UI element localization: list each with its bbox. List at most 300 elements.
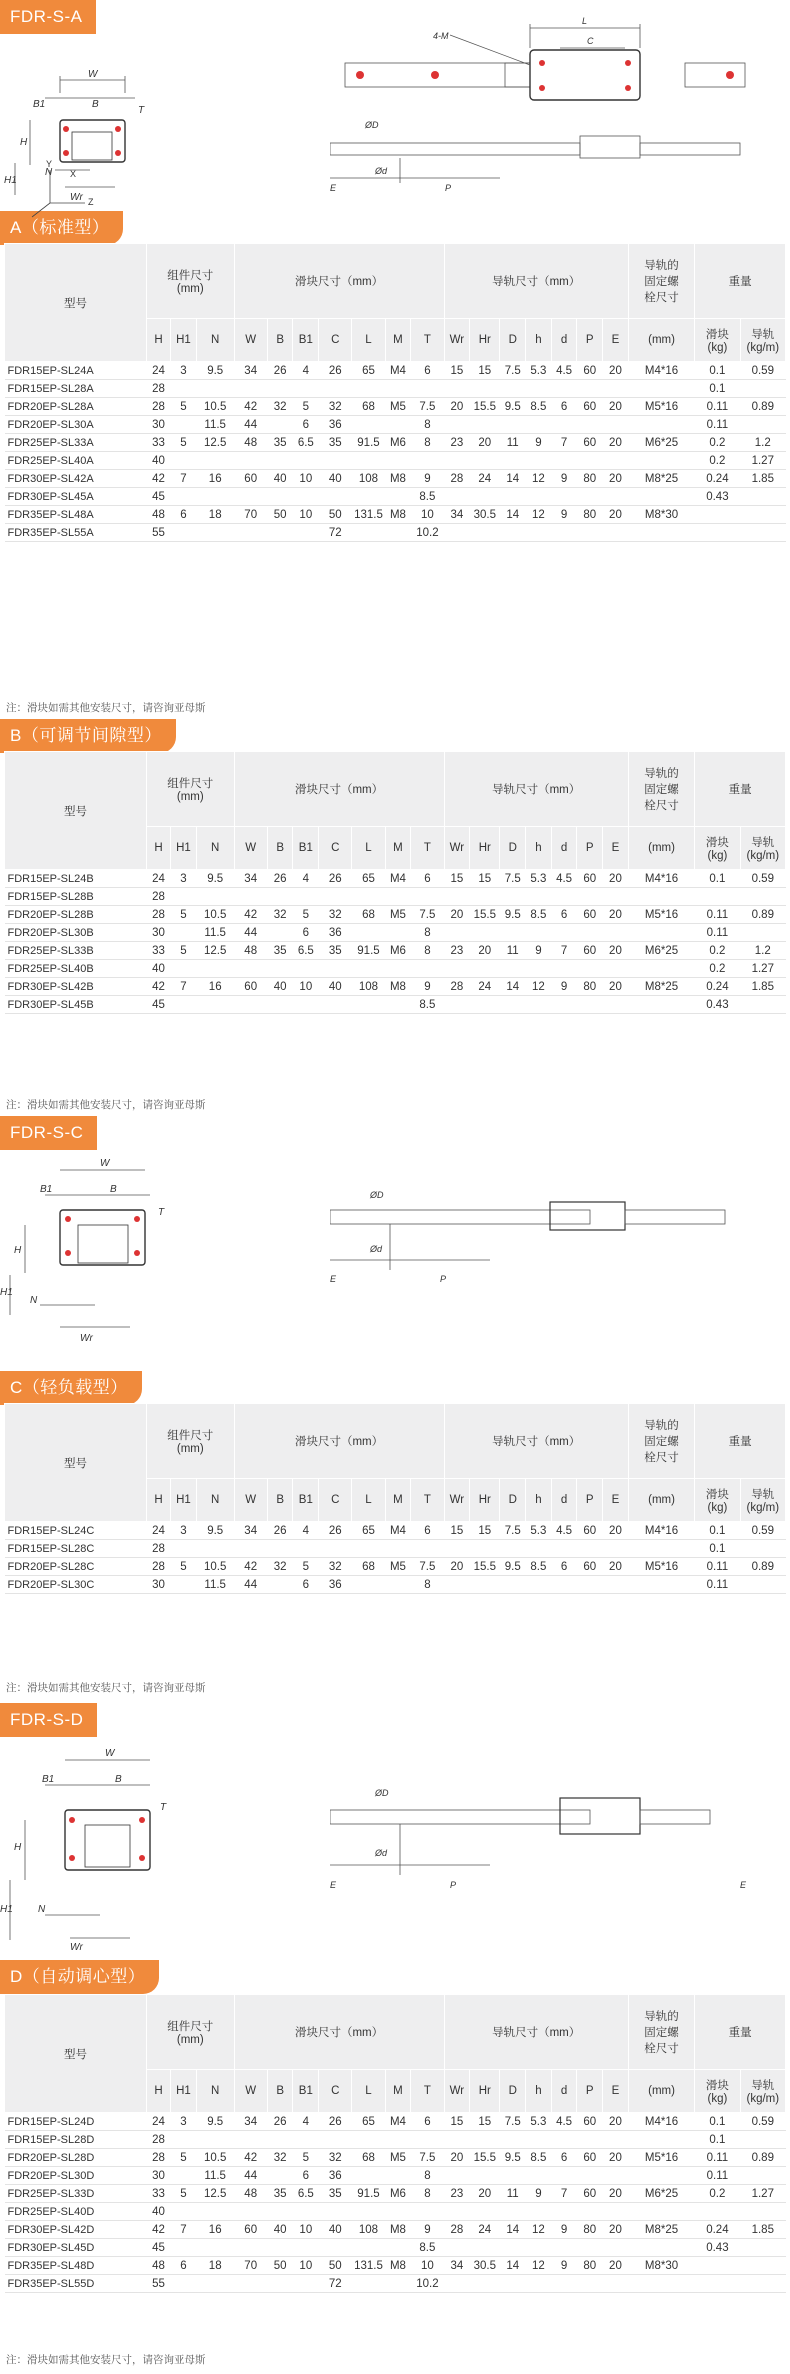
table-cell <box>234 452 267 470</box>
table-cell <box>444 524 470 542</box>
table-cell: 44 <box>234 1576 267 1594</box>
table-cell <box>267 2203 293 2221</box>
table-cell: 72 <box>319 524 352 542</box>
table-row <box>5 434 786 452</box>
table-row <box>5 470 786 488</box>
table-cell: 9.5 <box>196 362 234 380</box>
table-cell: 5 <box>293 1558 319 1576</box>
table-cell <box>444 416 470 434</box>
table-cell: M8 <box>385 978 411 996</box>
table-cell <box>603 2167 629 2185</box>
table-cell: 20 <box>470 942 500 960</box>
table-cell: 0.1 <box>695 2113 740 2131</box>
table-cell: 55 <box>146 524 170 542</box>
table-cell: M4 <box>385 870 411 888</box>
table-cell <box>526 888 552 906</box>
table-cell <box>444 488 470 506</box>
table-cell <box>385 2275 411 2293</box>
table-cell: M5 <box>385 906 411 924</box>
table-cell: 5.3 <box>526 1522 552 1540</box>
table-cell: 60 <box>577 2185 603 2203</box>
header-col: Wr <box>444 2070 470 2113</box>
table-cell: 24 <box>470 2221 500 2239</box>
table-cell <box>293 2203 319 2221</box>
table-cell <box>577 1540 603 1558</box>
table-cell <box>695 506 740 524</box>
table-cell <box>470 888 500 906</box>
table-cell: M6*25 <box>628 942 694 960</box>
table-cell: 24 <box>470 470 500 488</box>
label-p-c: P <box>440 1274 447 1284</box>
table-cell: M8*30 <box>628 2257 694 2275</box>
table-cell <box>319 2203 352 2221</box>
table-cell: 10.2 <box>411 524 444 542</box>
table-cell: 15.5 <box>470 2149 500 2167</box>
table-cell: M4*16 <box>628 870 694 888</box>
table-cell <box>352 2203 385 2221</box>
header-col: h <box>526 319 552 362</box>
table-cell <box>385 2203 411 2221</box>
table-cell: 42 <box>146 470 170 488</box>
table-cell <box>352 524 385 542</box>
header-model: 型号 <box>5 752 147 870</box>
label-b-d: B <box>115 1774 122 1785</box>
table-cell: 11 <box>500 942 526 960</box>
table-cell: M5 <box>385 398 411 416</box>
table-cell <box>470 452 500 470</box>
table-cell <box>267 380 293 398</box>
table-cell: 15 <box>444 2113 470 2131</box>
table-cell <box>500 888 526 906</box>
table-cell <box>444 2239 470 2257</box>
table-cell <box>628 1540 694 1558</box>
table-cell: 8 <box>411 434 444 452</box>
table-cell: 70 <box>234 2257 267 2275</box>
table-row <box>5 870 786 888</box>
table-cell <box>740 2257 785 2275</box>
header-col: M <box>385 2070 411 2113</box>
table-cell: 0.1 <box>695 1522 740 1540</box>
table-cell <box>470 960 500 978</box>
table-cell: 40 <box>267 978 293 996</box>
table-cell: 9 <box>526 2185 552 2203</box>
header-col: T <box>411 2070 444 2113</box>
table-cell <box>385 380 411 398</box>
table-cell <box>577 888 603 906</box>
table-cell: 6 <box>551 2149 577 2167</box>
table-cell: FDR20EP-SL30B <box>5 924 147 942</box>
header-weight: 重量 <box>695 752 786 827</box>
table-cell: FDR15EP-SL24C <box>5 1522 147 1540</box>
table-cell <box>740 996 785 1014</box>
table-cell: 6.5 <box>293 434 319 452</box>
table-cell: 0.11 <box>695 2149 740 2167</box>
table-cell: 10.5 <box>196 1558 234 1576</box>
table-cell <box>352 1576 385 1594</box>
label-b1: B1 <box>33 99 46 110</box>
label-h: H <box>20 137 28 148</box>
header-col: B1 <box>293 319 319 362</box>
table-cell <box>319 452 352 470</box>
table-cell: 60 <box>577 362 603 380</box>
table-cell <box>267 416 293 434</box>
table-cell: 50 <box>319 506 352 524</box>
header-col: D <box>500 1479 526 1522</box>
table-row <box>5 2185 786 2203</box>
table-cell: 10 <box>293 506 319 524</box>
table-cell <box>551 2275 577 2293</box>
table-cell <box>526 452 552 470</box>
table-cell: 40 <box>267 470 293 488</box>
table-cell: 8.5 <box>411 996 444 1014</box>
table-cell <box>551 524 577 542</box>
table-cell: 9 <box>551 506 577 524</box>
header-slider: 滑块尺寸（mm） <box>234 1404 444 1479</box>
table-cell <box>628 960 694 978</box>
header-col: Wr <box>444 319 470 362</box>
table-cell <box>267 2239 293 2257</box>
table-cell: 3 <box>171 2113 197 2131</box>
header-col: (mm) <box>628 1479 694 1522</box>
table-cell: 9.5 <box>500 906 526 924</box>
label-h-d: H <box>14 1842 22 1853</box>
table-cell: FDR15EP-SL28C <box>5 1540 147 1558</box>
table-cell <box>526 488 552 506</box>
table-cell <box>470 416 500 434</box>
table-cell: 48 <box>234 942 267 960</box>
table-cell <box>171 2275 197 2293</box>
table-cell: FDR30EP-SL45B <box>5 996 147 1014</box>
table-cell <box>577 416 603 434</box>
table-cell: 7.5 <box>411 906 444 924</box>
table-cell <box>319 1540 352 1558</box>
table-cell: 20 <box>603 978 629 996</box>
table-cell: 23 <box>444 942 470 960</box>
table-cell <box>577 452 603 470</box>
table-cell: 60 <box>234 2221 267 2239</box>
header-col: C <box>319 827 352 870</box>
table-cell <box>628 996 694 1014</box>
table-cell: 34 <box>444 2257 470 2275</box>
table-cell: 4 <box>293 2113 319 2131</box>
table-cell <box>500 2275 526 2293</box>
table-cell: M6 <box>385 942 411 960</box>
table-cell: 48 <box>146 2257 170 2275</box>
table-cell: 50 <box>267 506 293 524</box>
table-cell <box>385 924 411 942</box>
table-cell: 32 <box>319 906 352 924</box>
table-cell: 24 <box>146 870 170 888</box>
table-cell: 50 <box>319 2257 352 2275</box>
table-cell: 12.5 <box>196 434 234 452</box>
table-cell: 20 <box>444 1558 470 1576</box>
table-cell: 20 <box>603 362 629 380</box>
table-row <box>5 996 786 1014</box>
table-cell <box>740 924 785 942</box>
table-cell: 0.11 <box>695 398 740 416</box>
table-cell: 9 <box>551 978 577 996</box>
axis-label-z: Z <box>88 197 94 207</box>
table-cell: 10 <box>411 2257 444 2275</box>
table-cell <box>444 2203 470 2221</box>
table-cell: 6 <box>551 398 577 416</box>
table-cell <box>628 488 694 506</box>
table-cell <box>526 2131 552 2149</box>
label-wr: Wr <box>70 192 83 203</box>
table-cell <box>577 2167 603 2185</box>
table-cell: 32 <box>267 398 293 416</box>
label-d-large-c: ØD <box>370 1190 384 1200</box>
header-col: T <box>411 319 444 362</box>
table-row <box>5 2203 786 2221</box>
table-cell <box>171 416 197 434</box>
table-cell: 1.27 <box>740 960 785 978</box>
table-cell: 20 <box>603 2221 629 2239</box>
table-cell: 80 <box>577 506 603 524</box>
table-cell <box>444 960 470 978</box>
cross-section-drawing-d <box>0 1740 180 1955</box>
table-cell: M8*25 <box>628 978 694 996</box>
table-cell: 15.5 <box>470 398 500 416</box>
table-row <box>5 2257 786 2275</box>
table-cell: 26 <box>267 2113 293 2131</box>
table-cell: 65 <box>352 870 385 888</box>
table-cell <box>352 996 385 1014</box>
table-cell <box>293 2275 319 2293</box>
table-cell: 3 <box>171 362 197 380</box>
table-cell <box>319 888 352 906</box>
table-cell: 8 <box>411 2185 444 2203</box>
table-cell: FDR15EP-SL24B <box>5 870 147 888</box>
header-weight-rail: 导轨 (kg/m) <box>740 1479 785 1522</box>
table-cell <box>293 452 319 470</box>
header-col: H <box>146 319 170 362</box>
table-cell <box>171 488 197 506</box>
table-cell <box>196 2203 234 2221</box>
table-cell: 9.5 <box>500 398 526 416</box>
table-cell: 0.24 <box>695 470 740 488</box>
table-cell <box>352 416 385 434</box>
table-cell: M8*25 <box>628 2221 694 2239</box>
table-cell <box>740 506 785 524</box>
label-e: E <box>330 183 337 193</box>
label-n: N <box>45 167 53 178</box>
header-col: P <box>577 2070 603 2113</box>
table-cell: 10 <box>411 506 444 524</box>
table-cell: FDR20EP-SL30C <box>5 1576 147 1594</box>
table-cell: 9 <box>526 942 552 960</box>
table-row <box>5 398 786 416</box>
table-cell <box>171 1576 197 1594</box>
header-assembly: 组件尺寸 (mm) <box>146 1404 234 1479</box>
table-cell <box>267 524 293 542</box>
table-cell: 11 <box>500 434 526 452</box>
table-cell <box>171 1540 197 1558</box>
table-cell <box>500 416 526 434</box>
table-cell <box>352 2239 385 2257</box>
table-cell: 60 <box>577 2113 603 2131</box>
table-cell: 0.11 <box>695 906 740 924</box>
label-d-large: ØD <box>365 120 379 130</box>
table-cell <box>267 2167 293 2185</box>
label-h-c: H <box>14 1245 22 1256</box>
table-cell <box>500 452 526 470</box>
table-cell <box>267 2131 293 2149</box>
table-cell: FDR20EP-SL30A <box>5 416 147 434</box>
table-cell: 11 <box>500 2185 526 2203</box>
table-cell <box>500 1576 526 1594</box>
table-cell: 28 <box>146 380 170 398</box>
table-cell: 6 <box>411 870 444 888</box>
table-cell: 108 <box>352 2221 385 2239</box>
table-cell: 14 <box>500 2221 526 2239</box>
table-cell <box>267 1576 293 1594</box>
table-cell <box>234 2239 267 2257</box>
table-cell: 1.85 <box>740 470 785 488</box>
header-col: C <box>319 1479 352 1522</box>
table-cell <box>267 960 293 978</box>
table-cell <box>196 2275 234 2293</box>
header-rail: 导轨尺寸（mm） <box>444 1404 628 1479</box>
table-cell: FDR30EP-SL42D <box>5 2221 147 2239</box>
header-weight: 重量 <box>695 1404 786 1479</box>
table-cell: 5 <box>171 2149 197 2167</box>
table-cell: 80 <box>577 470 603 488</box>
table-cell: 80 <box>577 978 603 996</box>
table-cell: 33 <box>146 2185 170 2203</box>
table-cell: 0.1 <box>695 870 740 888</box>
header-weight-rail: 导轨 (kg/m) <box>740 827 785 870</box>
table-cell: 14 <box>500 506 526 524</box>
table-cell: 10.5 <box>196 2149 234 2167</box>
table-cell <box>411 2203 444 2221</box>
label-c: C <box>587 36 594 46</box>
table-cell <box>196 888 234 906</box>
table-cell: 8.5 <box>526 398 552 416</box>
table-cell <box>319 960 352 978</box>
table-cell <box>500 488 526 506</box>
header-col: B1 <box>293 2070 319 2113</box>
table-cell: 0.11 <box>695 1576 740 1594</box>
table-cell: 10 <box>293 2221 319 2239</box>
axis-label-y: Y <box>46 159 53 169</box>
header-col: B1 <box>293 1479 319 1522</box>
table-cell: 20 <box>470 434 500 452</box>
label-d-small-c: Ød <box>370 1244 383 1254</box>
table-cell <box>500 996 526 1014</box>
table-cell <box>603 524 629 542</box>
table-cell <box>551 888 577 906</box>
table-cell: 9 <box>551 2257 577 2275</box>
table-row <box>5 924 786 942</box>
table-cell <box>526 2239 552 2257</box>
table-cell: 28 <box>146 1540 170 1558</box>
label-h1: H1 <box>4 175 17 186</box>
table-cell <box>385 2131 411 2149</box>
table-cell: 8.5 <box>526 1558 552 1576</box>
table-cell <box>267 488 293 506</box>
table-cell <box>411 452 444 470</box>
table-cell <box>603 380 629 398</box>
table-cell <box>470 924 500 942</box>
table-cell <box>740 416 785 434</box>
table-cell: 5 <box>171 2185 197 2203</box>
table-cell: FDR35EP-SL55A <box>5 524 147 542</box>
table-cell: FDR35EP-SL48D <box>5 2257 147 2275</box>
table-cell <box>577 380 603 398</box>
table-cell: 0.2 <box>695 434 740 452</box>
table-cell <box>196 380 234 398</box>
table-cell <box>526 924 552 942</box>
spec-table-b <box>4 751 786 1014</box>
table-cell <box>740 2131 785 2149</box>
table-cell <box>470 2275 500 2293</box>
table-cell: 6 <box>411 2113 444 2131</box>
table-cell <box>411 380 444 398</box>
table-cell <box>171 996 197 1014</box>
table-cell: 1.2 <box>740 942 785 960</box>
header-col: d <box>551 2070 577 2113</box>
table-cell: 12 <box>526 2257 552 2275</box>
table-cell <box>577 524 603 542</box>
label-w-d: W <box>105 1748 115 1759</box>
label-b-c: B <box>110 1184 117 1195</box>
table-cell <box>385 960 411 978</box>
table-cell: 48 <box>234 2185 267 2203</box>
label-b1-d: B1 <box>42 1774 55 1785</box>
table-cell: 68 <box>352 398 385 416</box>
table-cell: 40 <box>319 978 352 996</box>
header-col: C <box>319 319 352 362</box>
table-cell: 0.2 <box>695 942 740 960</box>
header-col: Hr <box>470 319 500 362</box>
header-col: (mm) <box>628 2070 694 2113</box>
header-rail: 导轨尺寸（mm） <box>444 1995 628 2070</box>
table-cell: 9 <box>551 2221 577 2239</box>
table-cell: 15.5 <box>470 906 500 924</box>
cross-section-drawing-c <box>0 1155 180 1345</box>
label-wr-d: Wr <box>70 1942 83 1953</box>
table-cell: 108 <box>352 470 385 488</box>
table-cell <box>470 380 500 398</box>
table-cell <box>352 1540 385 1558</box>
table-row <box>5 362 786 380</box>
table-cell: 6 <box>293 2167 319 2185</box>
table-cell <box>234 996 267 1014</box>
table-cell: 30.5 <box>470 2257 500 2275</box>
header-bolt: 导轨的 固定螺 栓尺寸 <box>628 1404 694 1479</box>
table-row <box>5 2167 786 2185</box>
table-cell: 24 <box>146 1522 170 1540</box>
table-cell: 35 <box>319 434 352 452</box>
table-cell <box>385 2239 411 2257</box>
table-cell <box>500 924 526 942</box>
table-cell: 28 <box>146 2131 170 2149</box>
table-cell <box>352 380 385 398</box>
table-cell: 48 <box>234 434 267 452</box>
table-cell: 15 <box>470 362 500 380</box>
label-p: P <box>445 183 452 193</box>
table-cell: 16 <box>196 978 234 996</box>
table-cell: 16 <box>196 2221 234 2239</box>
table-cell <box>444 2275 470 2293</box>
table-cell <box>500 1540 526 1558</box>
table-cell: 14 <box>500 2257 526 2275</box>
table-cell: 15.5 <box>470 1558 500 1576</box>
table-cell: 20 <box>603 2185 629 2203</box>
header-col: B1 <box>293 827 319 870</box>
table-cell <box>385 888 411 906</box>
